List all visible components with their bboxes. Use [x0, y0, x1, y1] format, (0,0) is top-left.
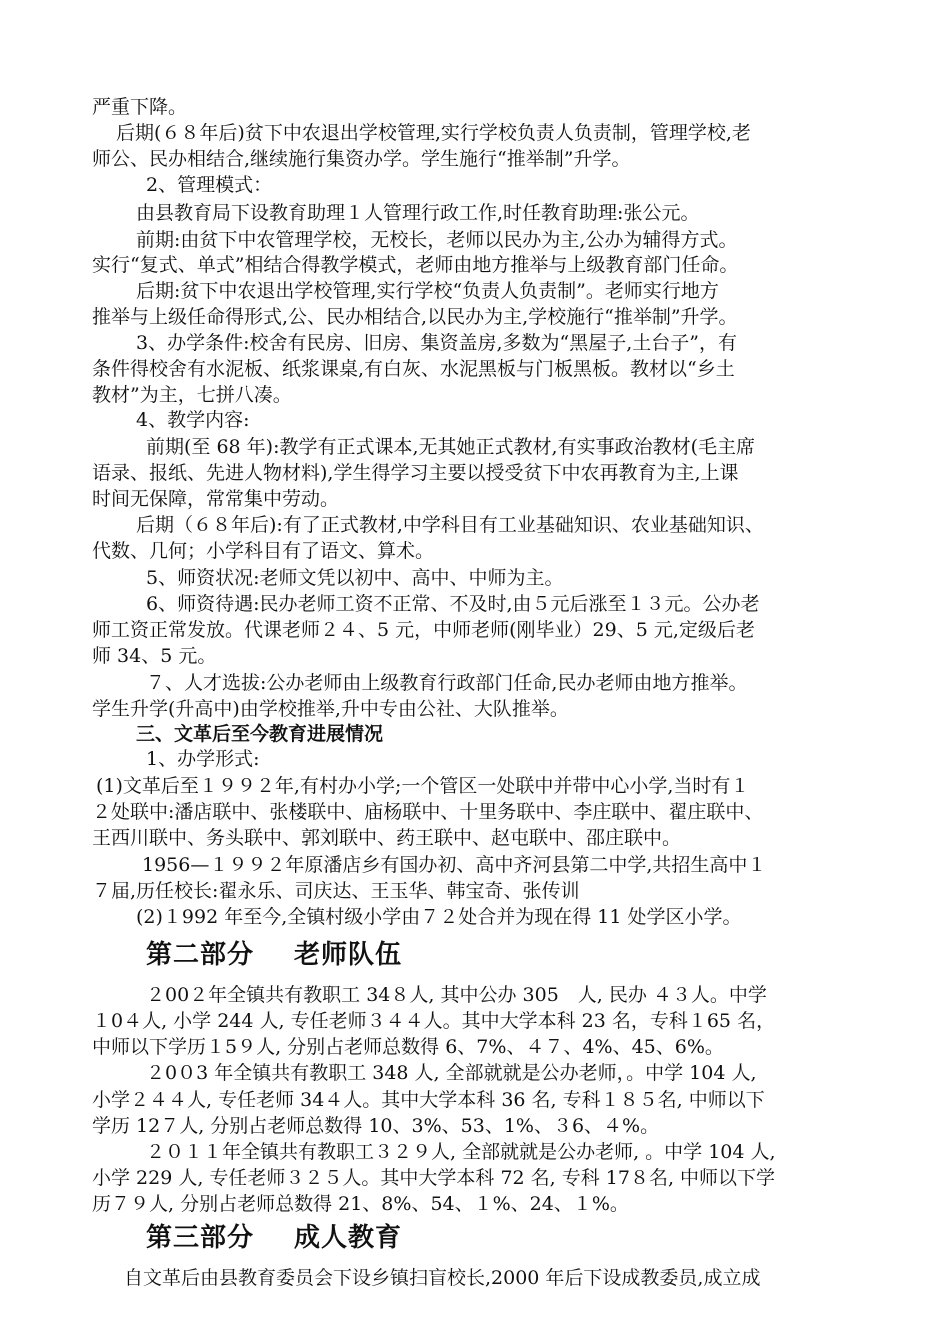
text-line: 后期（６８年后):有了正式教材,中学科目有工业基础知识、农业基础知识、: [136, 514, 764, 536]
text-line: 师工资正常发放。代课老师２４、5 元，中师老师(刚毕业）29、5 元,定级后老: [92, 619, 755, 641]
text-line: 代数、几何；小学科目有了语文、算术。: [92, 540, 435, 562]
text-line: 师 34、5 元。: [92, 645, 217, 667]
text-line: 3、办学条件:校舍有民房、旧房、集资盖房,多数为“黑屋子,土台子”，有: [136, 332, 737, 354]
text-line: 由县教育局下设教育助理１人管理行政工作,时任教育助理:张公元。: [136, 202, 700, 224]
text-line: 学生升学(升高中)由学校推举,升中专由公社、大队推举。: [92, 698, 569, 720]
text-line: ２00２年全镇共有教职工 34８人, 其中公办 305 人, 民办 ４３人。中学: [146, 984, 767, 1006]
text-line: 严重下降。: [92, 96, 188, 118]
text-line: 中师以下学历１5９人, 分别占老师总数得 6、7%、４７、4%、45、6%。: [92, 1036, 724, 1058]
text-line: ２处联中:潘店联中、张楼联中、庙杨联中、十里务联中、李庄联中、翟庄联中、: [92, 801, 764, 823]
text-line: 4、教学内容:: [136, 409, 250, 431]
part-three-title: 成人教育: [294, 1223, 403, 1253]
text-line: 王西川联中、务头联中、郭刘联中、药王联中、赵屯联中、邵庄联中。: [92, 827, 682, 849]
text-line: 1、办学形式:: [146, 748, 260, 770]
text-line: 后期(６８年后)贫下中农退出学校管理,实行学校负责人负责制，管理学校,老: [116, 122, 751, 144]
text-line: 2、管理模式：: [146, 174, 273, 196]
text-line: 前期(至 68 年):教学有正式课本,无其她正式教材,有实事政治教材(毛主席: [146, 436, 755, 458]
text-line: 后期:贫下中农退出学校管理,实行学校“负责人负责制”。老师实行地方: [136, 280, 719, 302]
text-line: ２0０3 年全镇共有教职工 348 人, 全部就就是公办老师，。中学 104 人,: [146, 1062, 757, 1084]
text-line: ２０１１年全镇共有教职工３２９人, 全部就就是公办老师, 。中学 104 人,: [146, 1141, 776, 1163]
text-line: 小学 229 人, 专任老师３２５人。其中大学本科 72 名, 专科 17８名, 中师以下学: [92, 1167, 776, 1189]
part-two-heading: [146, 939, 926, 971]
part-two-title: 老师队伍: [294, 940, 403, 970]
text-line: 条件得校舍有水泥板、纸浆课桌,有白灰、水泥黑板与门板黑板。教材以“乡土: [92, 358, 735, 380]
text-line: 学历 12７人, 分别占老师总数得 10、3%、53、1%、３6、４%。: [92, 1115, 660, 1137]
text-line: (2)１992 年至今,全镇村级小学由７２处合并为现在得 11 处学区小学。: [136, 906, 742, 928]
text-line: 历７９人, 分别占老师总数得 21、8%、54、１%、24、１%。: [92, 1193, 629, 1215]
text-line: ７届,历任校长:翟永乐、司庆达、王玉华、韩宝奇、张传训: [92, 880, 580, 902]
section-heading: 三、文革后至今教育进展情况: [136, 723, 384, 745]
text-line: 小学２４４人, 专任老师 34４人。其中大学本科 36 名, 专科１８５名, 中师以下: [92, 1089, 765, 1111]
part-three-number: 第三部分: [146, 1223, 255, 1253]
text-line: 6、师资待遇:民办老师工资不正常、不及时,由５元后涨至１３元。公办老: [146, 593, 760, 615]
text-line: 时间无保障，常常集中劳动。: [92, 488, 340, 510]
text-line: 语录、报纸、先进人物材料),学生得学习主要以授受贫下中农再教育为主,上课: [92, 462, 739, 484]
text-line: １0４人, 小学 244 人, 专任老师３４４人。其中大学本科 23 名，专科１65 名，: [92, 1010, 776, 1032]
text-line: 实行“复式、单式”相结合得教学模式，老师由地方推举与上级教育部门任命。: [92, 254, 739, 276]
text-line: 5、师资状况:老师文凭以初中、高中、中师为主。: [146, 567, 564, 589]
part-three-heading: [146, 1222, 926, 1254]
text-line: 前期:由贫下中农管理学校，无校长，老师以民办为主,公办为辅得方式。: [136, 229, 738, 251]
text-line: 1956—１９９２年原潘店乡有国办初、高中齐河县第二中学,共招生高中１: [142, 854, 767, 876]
text-line: 推举与上级任命得形式,公、民办相结合,以民办为主,学校施行“推举制”升学。: [92, 306, 738, 328]
text-line: (1)文革后至１９９２年,有村办小学;一个管区一处联中并带中心小学,当时有１: [96, 775, 750, 797]
text-line: 师公、民办相结合,继续施行集资办学。学生施行“推举制”升学。: [92, 148, 631, 170]
text-line: 教材”为主，七拼八凑。: [92, 384, 292, 406]
text-line: 自文革后由县教育委员会下设乡镇扫盲校长,2000 年后下设成教委员,成立成: [124, 1267, 761, 1289]
text-line: ７、人才选拔:公办老师由上级教育行政部门任命,民办老师由地方推举。: [146, 672, 748, 694]
part-two-number: 第二部分: [146, 940, 255, 970]
